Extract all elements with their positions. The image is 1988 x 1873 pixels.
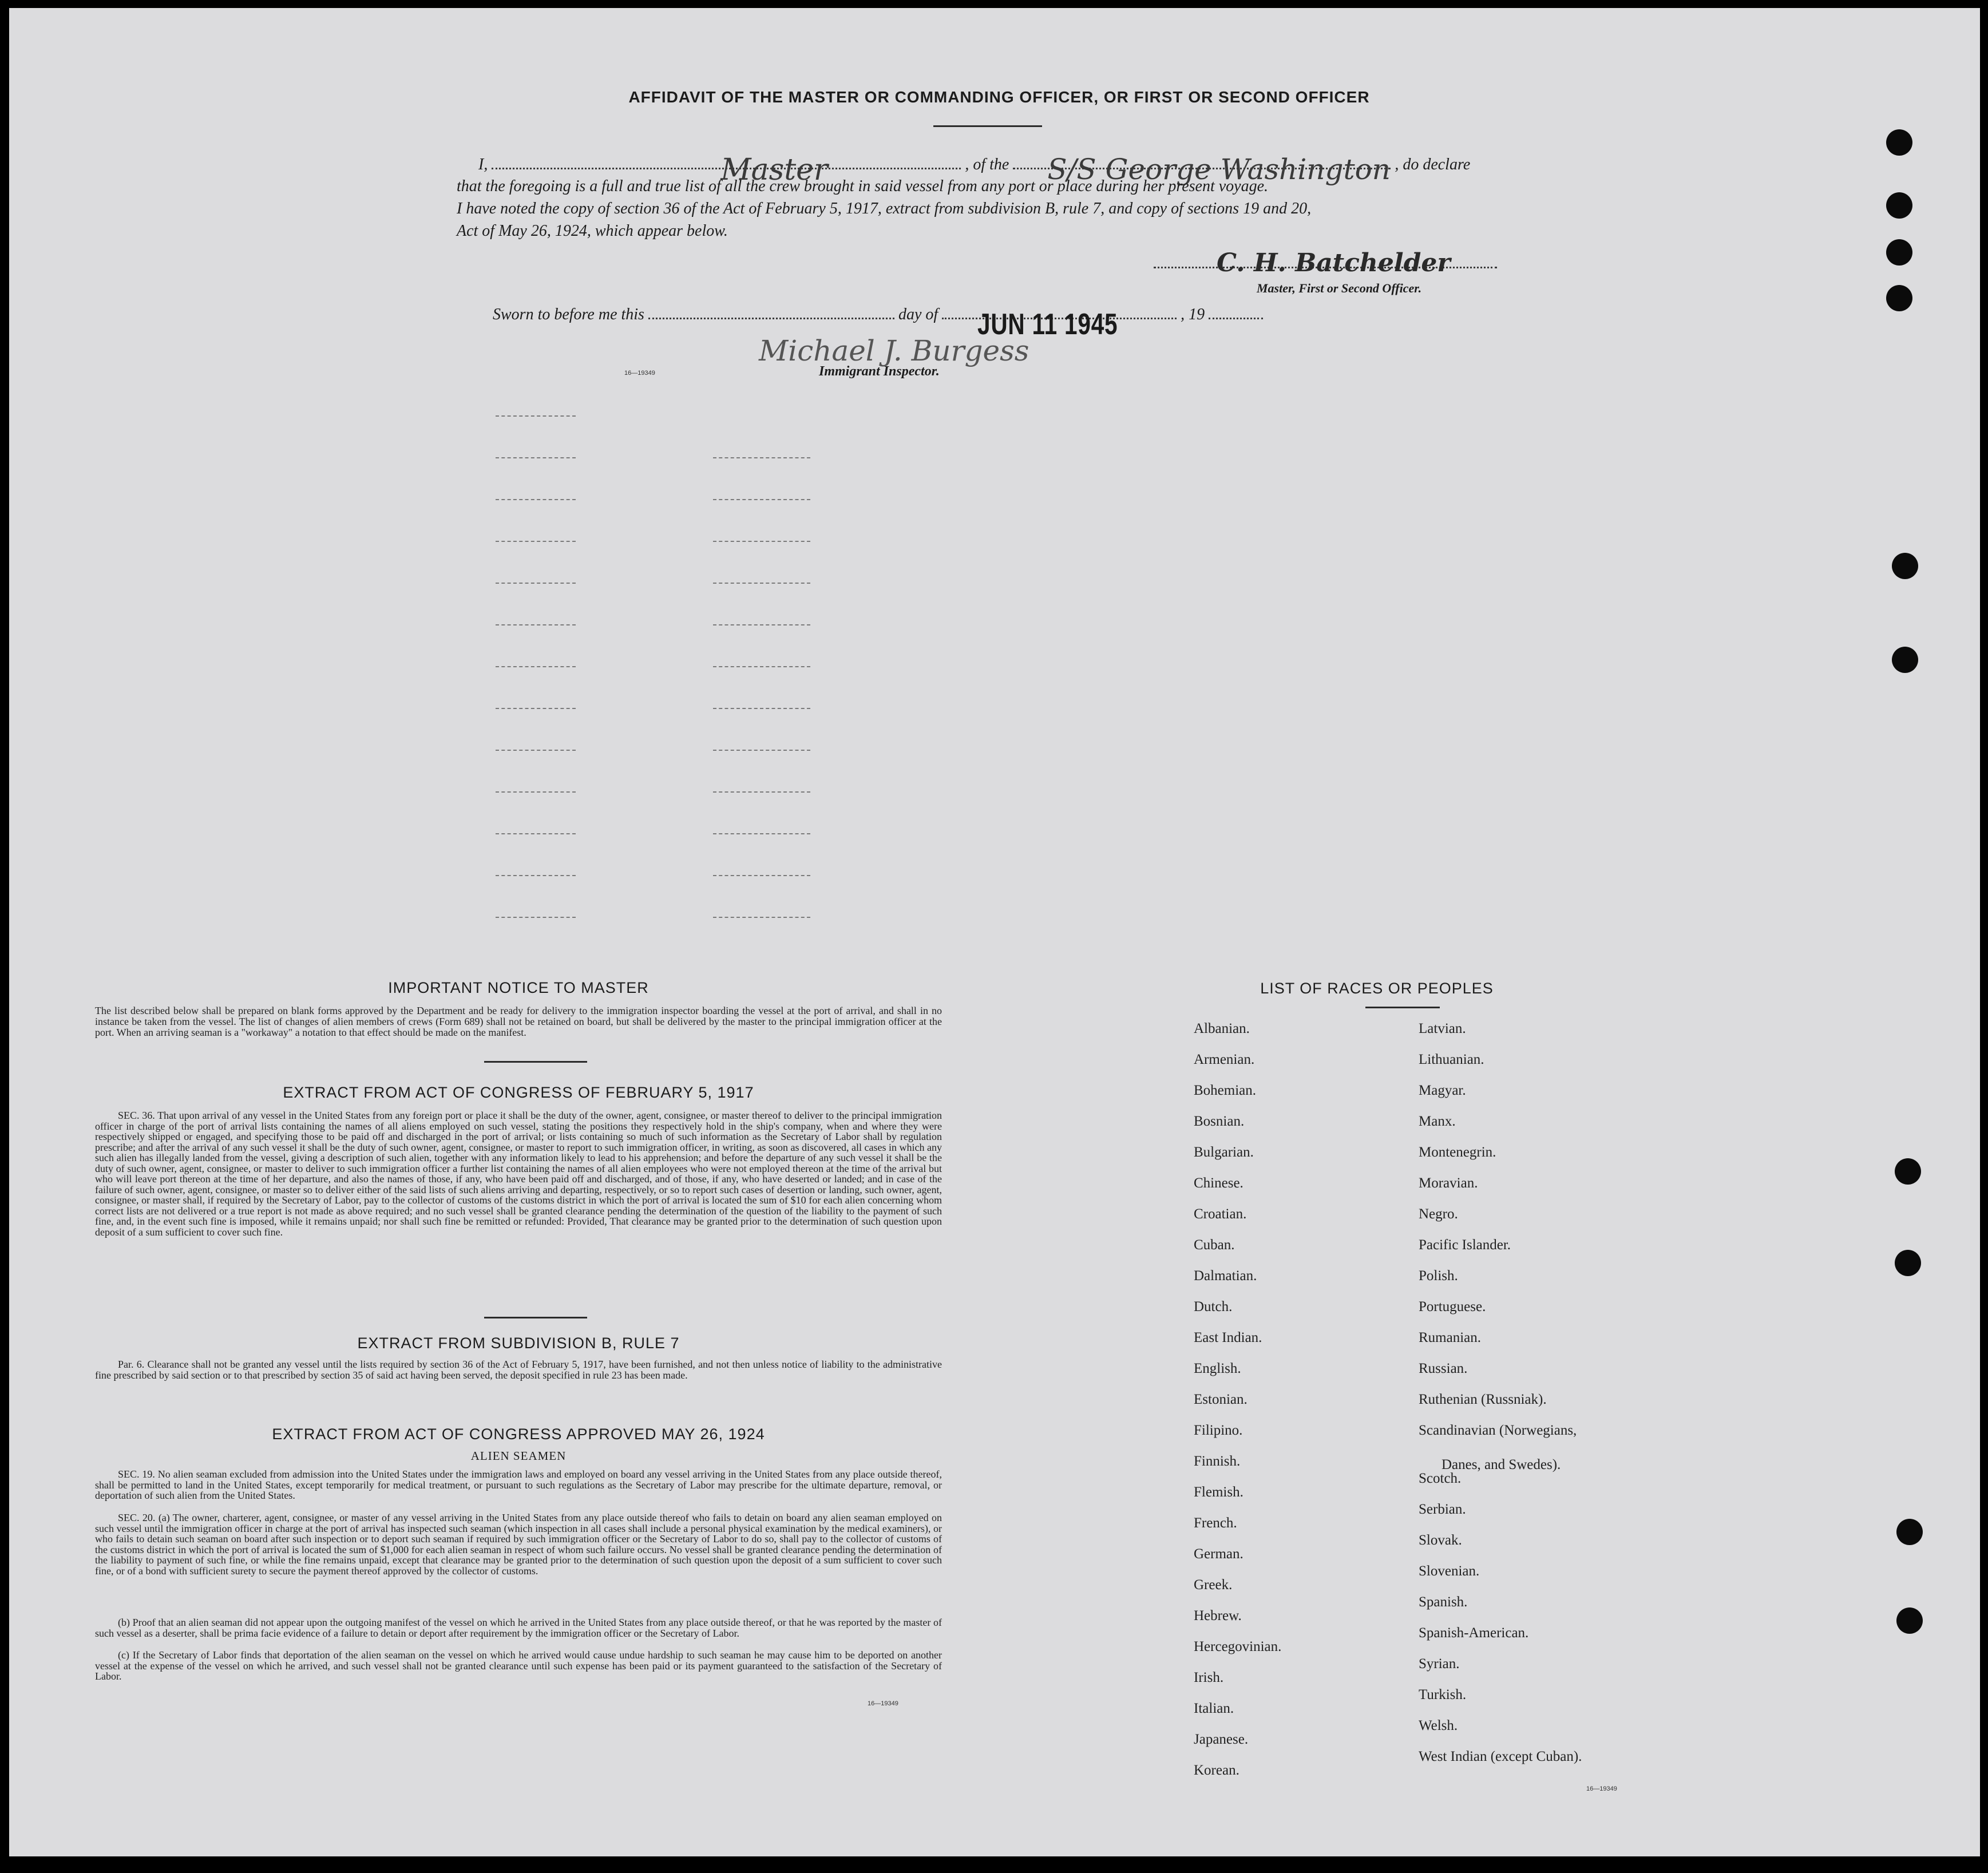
race-item: Syrian. bbox=[1419, 1656, 1460, 1672]
race-item: Pacific Islander. bbox=[1419, 1237, 1511, 1253]
form-code-top: 16—19349 bbox=[624, 370, 655, 377]
race-item: Korean. bbox=[1194, 1763, 1239, 1778]
race-item: German. bbox=[1194, 1546, 1244, 1562]
race-item: Croatian. bbox=[1194, 1206, 1247, 1222]
race-item: Flemish. bbox=[1194, 1484, 1244, 1500]
race-item: Albanian. bbox=[1194, 1021, 1250, 1036]
race-item: Japanese. bbox=[1194, 1732, 1249, 1747]
document-page bbox=[9, 8, 1980, 1856]
race-item: Spanish. bbox=[1419, 1594, 1468, 1610]
race-item: Scandinavian (Norwegians, bbox=[1419, 1423, 1577, 1438]
inspector-signature-handwriting: Michael J. Burgess bbox=[759, 334, 1029, 367]
vessel-name-handwriting: S/S George Washington bbox=[1047, 153, 1391, 186]
notice-divider bbox=[484, 1061, 587, 1063]
extract-1924-subtitle: ALIEN SEAMEN bbox=[470, 1449, 567, 1463]
race-item: Slovenian. bbox=[1419, 1563, 1480, 1579]
race-item: Lithuanian. bbox=[1419, 1052, 1484, 1067]
race-item: Estonian. bbox=[1194, 1392, 1248, 1407]
race-item: Montenegrin. bbox=[1419, 1145, 1496, 1160]
race-item: Polish. bbox=[1419, 1268, 1458, 1284]
form-code-bottom-left: 16—19349 bbox=[868, 1700, 898, 1707]
officer-signature-caption: Master, First or Second Officer. bbox=[1257, 281, 1422, 295]
race-item: Armenian. bbox=[1194, 1052, 1255, 1067]
race-item: Hebrew. bbox=[1194, 1608, 1242, 1623]
punch-hole bbox=[1896, 1607, 1923, 1634]
inspector-caption: Immigrant Inspector. bbox=[819, 364, 940, 379]
extract-1924-sec20c: (c) If the Secretary of Labor finds that deportation of the alien seaman on the vessel on which he arrived would cause undue hardship to such seaman he may cause him to be deported on another vessel at the expense of the vessel on which he arrived, and such vessel shall not be granted clearance until such expense has been paid or its payment guaranteed to the satisfaction of the Secretary of Labor. bbox=[95, 1649, 942, 1682]
race-item: Russian. bbox=[1419, 1361, 1468, 1376]
race-item: Slovak. bbox=[1419, 1533, 1462, 1548]
race-item: West Indian (except Cuban). bbox=[1419, 1749, 1582, 1764]
race-item: Spanish-American. bbox=[1419, 1625, 1529, 1641]
punch-hole bbox=[1895, 1250, 1921, 1276]
race-item: Negro. bbox=[1419, 1206, 1458, 1222]
extract-1924-title: EXTRACT FROM ACT OF CONGRESS APPROVED MAY 26, 1924 bbox=[272, 1425, 765, 1443]
races-divider bbox=[1365, 1007, 1440, 1008]
race-item: Chinese. bbox=[1194, 1175, 1244, 1191]
subdivision-b-body: Par. 6. Clearance shall not be granted any vessel until the lists required by section 36 of the Act of February 5, 1917, have been furnished, and not then unless notice of liability to the administrative fine prescribed by said section or to that prescribed by section 35 of said act having been served, the deposit specified in rule 23 has been made. bbox=[95, 1359, 942, 1381]
race-item: Dutch. bbox=[1194, 1299, 1233, 1314]
race-item: Finnish. bbox=[1194, 1454, 1241, 1469]
race-item: English. bbox=[1194, 1361, 1241, 1376]
race-item: Hercegovinian. bbox=[1194, 1639, 1282, 1654]
date-stamp: JUN 11 1945 bbox=[977, 308, 1118, 341]
race-item: Portuguese. bbox=[1419, 1299, 1486, 1314]
race-item: Bohemian. bbox=[1194, 1083, 1257, 1098]
race-item: Ruthenian (Russniak). bbox=[1419, 1392, 1547, 1407]
title-divider bbox=[933, 125, 1042, 127]
race-item: Latvian. bbox=[1419, 1021, 1466, 1036]
punch-hole bbox=[1895, 1158, 1921, 1185]
race-item: Rumanian. bbox=[1419, 1330, 1482, 1345]
punch-hole bbox=[1886, 129, 1912, 156]
punch-hole bbox=[1896, 1519, 1923, 1545]
race-item: Serbian. bbox=[1419, 1502, 1466, 1517]
race-item: Moravian. bbox=[1419, 1175, 1478, 1191]
sworn-month-field[interactable] bbox=[942, 308, 1177, 341]
punch-hole bbox=[1892, 553, 1918, 579]
sworn-line: Sworn to before me this day of JUN 11 1945 , 19 bbox=[493, 306, 1263, 324]
race-item: Dalmatian. bbox=[1194, 1268, 1257, 1284]
extract-1924-sec19: SEC. 19. No alien seaman excluded from admission into the United States under the immigration laws and employed on board any vessel arriving in the United States from any place outside thereof, shall be permitted to land in the United States, except temporarily for medical treatment, or pursuant to such regulations as the Secretary of Labor may prescribe for the ultimate departure, removal, or deportation of such alien from the United States. bbox=[95, 1468, 942, 1501]
race-item: Magyar. bbox=[1419, 1083, 1466, 1098]
race-item: Manx. bbox=[1419, 1114, 1456, 1129]
officer-title-handwriting: Master bbox=[720, 153, 828, 187]
punch-hole bbox=[1886, 239, 1912, 266]
race-item: Cuban. bbox=[1194, 1237, 1235, 1253]
declaration-line-1: I, Master , of the S/S George Washington , do declare bbox=[478, 153, 1471, 187]
race-item: Filipino. bbox=[1194, 1423, 1243, 1438]
affidavit-title: AFFIDAVIT OF THE MASTER OR COMMANDING OFFICER, OR FIRST OR SECOND OFFICER bbox=[628, 88, 1370, 106]
declaration-line-4: Act of May 26, 1924, which appear below. bbox=[457, 222, 728, 240]
race-item: Welsh. bbox=[1419, 1718, 1458, 1733]
race-item: Irish. bbox=[1194, 1670, 1224, 1685]
race-item: Turkish. bbox=[1419, 1687, 1467, 1702]
sworn-day-field[interactable] bbox=[648, 318, 894, 319]
extract-1917-body: SEC. 36. That upon arrival of any vessel in the United States from any foreign port or place it shall be the duty of the owner, agent, consignee, or master thereof to deliver to the principal immigration officer in charge of the port of arrival lists containing the names of all aliens employed on such vessel, stating the positions they respectively hold in the ship's company, when and where they were respectively shipped or engaged, and specifying those to be paid off and discharged in the port of arrival; or lists containing so much of such information as the Secretary of Labor shall by regulation prescribe; and after the arrival of any such vessel it shall be the duty of such owner, agent, consignee, or master to report to such immigration officer, in writing, as soon as discovered, all cases in which any such alien has illegally landed from the vessel, giving a description of such alien, together with any information likely to lead to his apprehension; and before the departure of any such vessel it shall be the duty of such owner, agent, consignee, or master to deliver to such immigration officer a further list containing the names of all alien employees who were not employed thereon at the time of the arrival but who will leave port thereon at the time of her departure, and also the names of those, if any, who have been paid off and discharged, and of those, if any, who have deserted or landed; and in case of the failure of such owner, agent, consignee, or master so to deliver either of the said lists of such aliens arriving and departing, respectively, or so to report such cases of desertion or landing, such owner, agent, consignee, or master shall, if required by the Secretary of Labor, pay to the collector of customs of the customs district in which the port of arrival is located the sum of $10 for each alien concerning whom correct lists are not delivered or a true report is not made as above required; and no such vessel shall be granted clearance pending the determination of the question of the liability to the payment of such fine, and, in the event such fine is imposed, while it remains unpaid; nor shall such fine be remitted or refunded: Provided, That clearance may be granted prior to the determination of such question upon deposit of a sum sufficient to cover such fine. bbox=[95, 1110, 942, 1238]
officer-signature-handwriting: C. H. Batchelder bbox=[1217, 248, 1451, 278]
punch-hole bbox=[1886, 192, 1912, 219]
form-code-races: 16—19349 bbox=[1586, 1785, 1617, 1792]
race-item: Danes, and Swedes). bbox=[1442, 1457, 1561, 1472]
vessel-name-field[interactable] bbox=[1013, 153, 1391, 186]
extract-1924-sec20b: (b) Proof that an alien seaman did not appear upon the outgoing manifest of the vessel on which he arrived in the United States from any place outside thereof, or that he was reported by the master of such vessel as a deserter, shall be prima facie evidence of a failure to detain or deport after requirement by the immigration officer or the Secretary of Labor. bbox=[95, 1617, 942, 1639]
notice-title: IMPORTANT NOTICE TO MASTER bbox=[388, 979, 649, 996]
punch-hole bbox=[1886, 285, 1912, 311]
race-item: Italian. bbox=[1194, 1701, 1234, 1716]
subdivision-b-title: EXTRACT FROM SUBDIVISION B, RULE 7 bbox=[357, 1335, 680, 1352]
race-item: French. bbox=[1194, 1515, 1237, 1531]
notice-body: The list described below shall be prepared on blank forms approved by the Department and be ready for delivery to the immigration inspector boarding the vessel at the port of arrival, and shall in no instance be taken from the vessel. The list of changes of alien members of crews (Form 689) shall not be retained on board, but shall be delivered by the master to the principal immigration officer at the port. When an arriving seaman is a "workaway" a notation to that effect should be made on the manifest. bbox=[95, 1005, 942, 1038]
race-item: East Indian. bbox=[1194, 1330, 1262, 1345]
races-title: LIST OF RACES OR PEOPLES bbox=[1260, 980, 1494, 997]
declaration-line-3: I have noted the copy of section 36 of the Act of February 5, 1917, extract from subdivision B, rule 7, and copy of sections 19 and 20, bbox=[457, 200, 1312, 217]
extract-1917-divider bbox=[484, 1317, 587, 1318]
extract-1924-sec20a: SEC. 20. (a) The owner, charterer, agent, consignee, or master of any vessel arriving in the United States from any place outside thereof who fails to detain on board any alien seaman employed on such vessel until the immigration officer in charge at the port of arrival has inspected such seaman (which inspection in all cases shall include a personal physical examination by the medical examiners), or who fails to detain such seaman on board after such inspection or to deport such seaman if required by such immigration officer or the Secretary of Labor to do so, shall pay to the collector of customs of the customs district in which the port of arrival is located the sum of $1,000 for each alien seaman in respect of whom such failure occurs. No vessel shall be granted clearance pending the determination of the liability to payment of such fine, or while the fine remains unpaid, except that clearance may be granted prior to the determination of such question upon the deposit of a sum sufficient to cover such fine, or of a bond with sufficient surety to secure the payment thereof approved by the collector of customs. bbox=[95, 1512, 942, 1577]
punch-hole bbox=[1892, 647, 1918, 673]
race-item: Bulgarian. bbox=[1194, 1145, 1254, 1160]
race-item: Greek. bbox=[1194, 1577, 1233, 1593]
race-item: Scotch. bbox=[1419, 1471, 1462, 1486]
officer-title-field[interactable] bbox=[492, 153, 961, 187]
extract-1917-title: EXTRACT FROM ACT OF CONGRESS OF FEBRUARY 5, 1917 bbox=[283, 1084, 754, 1101]
race-item: Bosnian. bbox=[1194, 1114, 1245, 1129]
declaration-line-2: that the foregoing is a full and true list of all the crew brought in said vessel from any port or place during her present voyage. bbox=[457, 177, 1269, 195]
sworn-year-field[interactable] bbox=[1209, 318, 1263, 319]
